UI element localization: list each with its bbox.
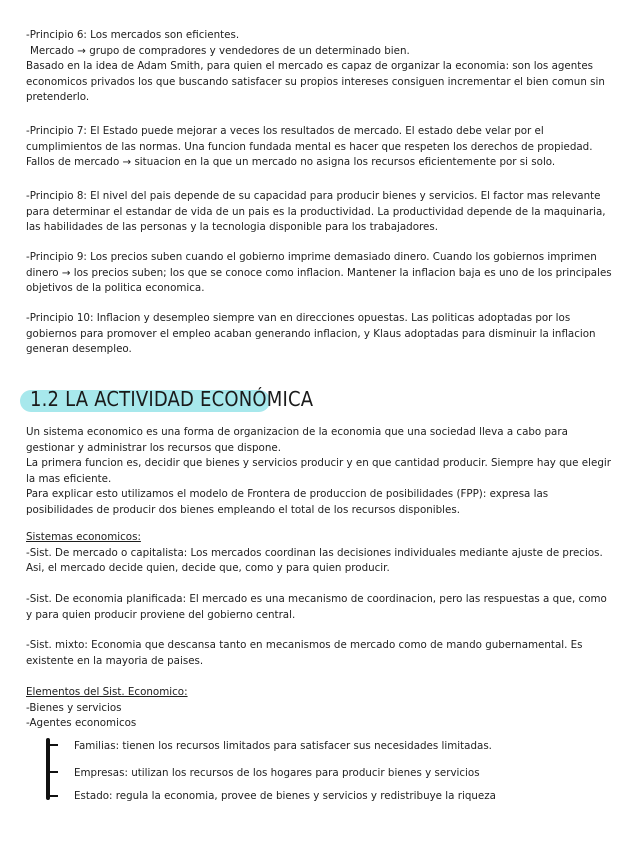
system-planned-block (26, 592, 616, 623)
agent-estado: Estado: regula la economia, provee de bienes y servicios y redistribuye la riqueza (74, 790, 496, 802)
system-mixed-block (26, 638, 616, 669)
system-market: -Sist. De mercado o capitalista: Los mercados coordinan las decisiones individuales mediante ajuste de precios. Asi, el mercado decide quien, decide que, como y para quien producir. (26, 546, 603, 574)
principle-10 (26, 311, 616, 358)
system-planned: -Sist. De economia planificada: El mercado es una mecanismo de coordinacion, pero las respuestas a que, como y para quien producir proviene del gobierno central. (26, 593, 607, 621)
intro-paragraph-1: Un sistema economico es una forma de organizacion de la economia que una sociedad lleva a cabo para gestionar y administrar los recursos que dispone. (26, 426, 568, 454)
section-heading: 1.2 LA ACTIVIDAD ECONÓMICA (30, 387, 314, 411)
principle-8 (26, 189, 616, 236)
principle-9 (26, 250, 616, 297)
market-definition: Mercado → grupo de compradores y vendedores de un determinado bien. (30, 44, 410, 57)
intro-paragraph-2: La primera funcion es, decidir que bienes y servicios producir y en que cantidad producir. Siempre hay que elegir la mas eficiente. (26, 457, 611, 485)
principle-8-body: -Principio 8: El nivel del pais depende de su capacidad para producir bienes y servicios. El factor mas relevante para determinar el estandar de vida de un pais es la productividad. La productividad depende de la maquinaria, las habilidades de las personas y la tecnologia disponible para los trabajadores. (26, 190, 606, 233)
agents-bracket-icon (40, 738, 60, 802)
agent-familias: Familias: tienen los recursos limitados para satisfacer sus necesidades limitadas. (74, 740, 492, 752)
system-mixed: -Sist. mixto: Economia que descansa tanto en mecanismos de mercado como de mando gubernamental. Es existente en la mayoria de paises. (26, 639, 583, 667)
element-agents: -Agentes economicos (26, 717, 137, 729)
principle-9-body: -Principio 9: Los precios suben cuando el gobierno imprime demasiado dinero. Cuando los gobiernos imprimen dinero → los precios suben; los que se conoce como inflacion. Mantener la inflacion baja es uno de los principales objetivos de la politica economica. (26, 251, 612, 294)
principle-6 (26, 28, 616, 106)
intro-paragraph-3: Para explicar esto utilizamos el modelo de Frontera de produccion de posibilidades (FPP): expresa las posibilidades de producir dos bienes empleando el total de los recursos disponibles. (26, 488, 549, 516)
principle-6-body: Basado en la idea de Adam Smith, para quien el mercado es capaz de organizar la economia: son los agentes economicos privados los que buscando satisfacer su propios intereses consiguen incrementar el bien comun sin pretenderlo. (26, 60, 605, 103)
principle-7-body: -Principio 7: El Estado puede mejorar a veces los resultados de mercado. El estado debe velar por el cumplimientos de las normas. Una funcion fundada mental es hacer que respeten los derechos de propiedad. (26, 125, 593, 153)
economic-systems (26, 530, 616, 577)
section-intro (26, 425, 616, 518)
element-goods: -Bienes y servicios (26, 701, 122, 714)
economic-elements (26, 685, 616, 732)
section-heading-wrap (20, 382, 313, 416)
market-failure-definition: Fallos de mercado → situacion en la que un mercado no asigna los recursos eficientemente por si solo. (26, 156, 556, 168)
systems-label: Sistemas economicos: (26, 531, 141, 543)
principle-6-title: -Principio 6: Los mercados son eficientes. (26, 29, 240, 41)
agent-empresas: Empresas: utilizan los recursos de los hogares para producir bienes y servicios (74, 767, 480, 779)
principle-7 (26, 124, 616, 171)
elements-label: Elementos del Sist. Economico: (26, 686, 188, 698)
principle-10-body: -Principio 10: Inflacion y desempleo siempre van en direcciones opuestas. Las politicas adoptadas por los gobiernos para promover el empleo acaban generando inflacion, y Klaus adoptadas para disminuir la inflacion generan desempleo. (26, 312, 596, 355)
